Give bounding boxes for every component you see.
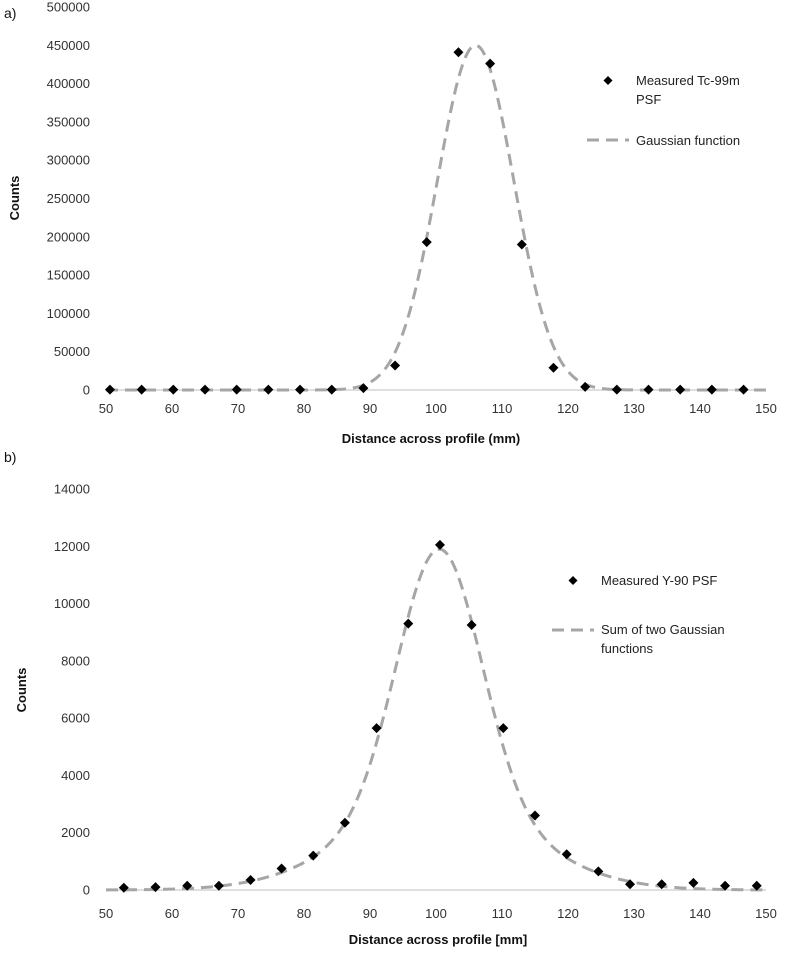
panel-b-legend: [552, 573, 725, 656]
legend-marker-diamond-icon: [604, 76, 613, 85]
panel-a-y-tick-label: 150000: [46, 267, 90, 283]
panel-b-x-tick-label: 60: [164, 906, 180, 921]
panel-b-data-point: [214, 881, 224, 891]
panel-b-x-tick-label: 50: [98, 906, 114, 921]
panel-a-y-tick-label: 350000: [46, 114, 90, 130]
panel-a-x-axis-title: Distance across profile (mm): [341, 431, 521, 446]
panel-a-y-tick-label: 200000: [46, 229, 90, 245]
panel-a-x-tick-label: 100: [425, 401, 447, 416]
panel-a-data-point: [739, 385, 749, 395]
panel-a-y-tick-label: 450000: [46, 37, 90, 53]
panel-a-data-point: [358, 383, 368, 393]
panel-a-data-point: [422, 237, 432, 247]
chart-panel-a: [4, 0, 777, 446]
panel-b-y-tick-label: 4000: [61, 767, 90, 783]
panel-b-x-tick-label: 90: [362, 906, 378, 921]
legend-marker-diamond-icon: [569, 576, 578, 585]
panel-a-legend-label-gaussian: Gaussian function: [636, 133, 741, 148]
panel-a-legend: [587, 73, 740, 148]
panel-a-x-tick-label: 140: [689, 401, 711, 416]
panel-a-data-point: [453, 47, 463, 57]
panel-b-y-tick-label: 10000: [53, 596, 90, 612]
panel-a-data-point: [548, 363, 558, 373]
panel-b-x-axis-title: Distance across profile [mm]: [348, 932, 528, 947]
panel-a-x-tick-label: 90: [362, 401, 378, 416]
panel-b-label: b): [4, 449, 17, 465]
panel-a-y-axis-title: Counts: [7, 175, 22, 221]
panel-b-data-point: [467, 620, 477, 630]
chart-panel-b: [4, 449, 777, 947]
panel-a-data-point: [644, 385, 654, 395]
panel-b-data-point: [562, 849, 572, 859]
panel-b-legend-label-measured: Measured Y-90 PSF: [601, 573, 718, 588]
panel-b-x-tick-label: 140: [689, 906, 711, 921]
panel-b-x-tick-label: 150: [755, 906, 777, 921]
panel-b-legend-label-gaussian: Sum of two Gaussian functions: [601, 622, 725, 656]
panel-b-x-ticks: [99, 906, 777, 921]
panel-a-data-point: [263, 385, 273, 395]
panel-a-x-tick-label: 70: [230, 401, 246, 416]
panel-a-data-point: [168, 385, 178, 395]
panel-a-y-tick-label: 0: [82, 382, 90, 398]
panel-a-data-point: [390, 360, 400, 370]
panel-b-y-tick-label: 14000: [53, 481, 90, 497]
panel-a-gaussian-curve: [106, 45, 766, 390]
panel-b-y-tick-label: 8000: [61, 653, 90, 669]
panel-a-data-point: [485, 59, 495, 69]
panel-a-x-tick-label: 80: [296, 401, 312, 416]
panel-a-y-tick-label: 400000: [46, 76, 90, 92]
panel-a-y-tick-label: 500000: [46, 0, 90, 15]
panel-b-markers: [119, 540, 762, 893]
panel-b-y-tick-label: 0: [82, 882, 90, 898]
panel-a-y-tick-label: 250000: [46, 191, 90, 206]
panel-a-legend-label-measured: Measured Tc-99m PSF: [636, 73, 740, 107]
panel-a-data-point: [295, 385, 305, 395]
panel-b-x-tick-label: 120: [557, 906, 579, 921]
panel-a-x-tick-label: 130: [623, 401, 645, 416]
panel-a-data-point: [105, 385, 115, 395]
panel-a-data-point: [200, 385, 210, 395]
panel-b-data-point: [688, 878, 698, 888]
panel-b-data-point: [435, 540, 445, 550]
panel-a-y-ticks: [47, 0, 90, 398]
panel-b-y-tick-label: 6000: [61, 710, 90, 726]
panel-b-y-tick-label: 12000: [53, 538, 90, 554]
panel-b-y-axis-title: Counts: [14, 667, 29, 713]
panel-a-y-tick-label: 50000: [53, 344, 90, 360]
panel-a-data-point: [137, 385, 147, 395]
panel-a-data-point: [707, 385, 717, 395]
panel-a-label: a): [4, 5, 17, 21]
panel-b-x-tick-label: 70: [230, 906, 246, 921]
panel-a-data-point: [327, 385, 337, 395]
panel-b-gaussian-sum-curve: [106, 549, 766, 890]
panel-a-x-tick-label: 50: [98, 401, 114, 416]
panel-b-y-tick-label: 2000: [61, 825, 90, 841]
panel-a-x-tick-label: 150: [755, 401, 777, 416]
panel-a-x-tick-label: 60: [164, 401, 180, 416]
panel-a-y-tick-label: 100000: [46, 305, 90, 321]
panel-b-x-tick-label: 110: [491, 906, 513, 921]
panel-b-x-tick-label: 130: [623, 906, 645, 921]
panel-a-x-ticks: [99, 401, 777, 416]
panel-b-data-point: [308, 851, 318, 861]
panel-a-x-tick-label: 110: [491, 401, 513, 416]
panel-a-x-tick-label: 120: [557, 401, 579, 416]
panel-a-y-tick-label: 300000: [46, 152, 90, 168]
panel-b-data-point: [246, 875, 256, 885]
panel-a-data-point: [612, 385, 622, 395]
panel-b-y-ticks: [54, 482, 90, 898]
panel-a-data-point: [675, 385, 685, 395]
panel-a-data-point: [232, 385, 242, 395]
panel-b-x-tick-label: 80: [296, 906, 312, 921]
panel-b-x-tick-label: 100: [425, 906, 447, 921]
